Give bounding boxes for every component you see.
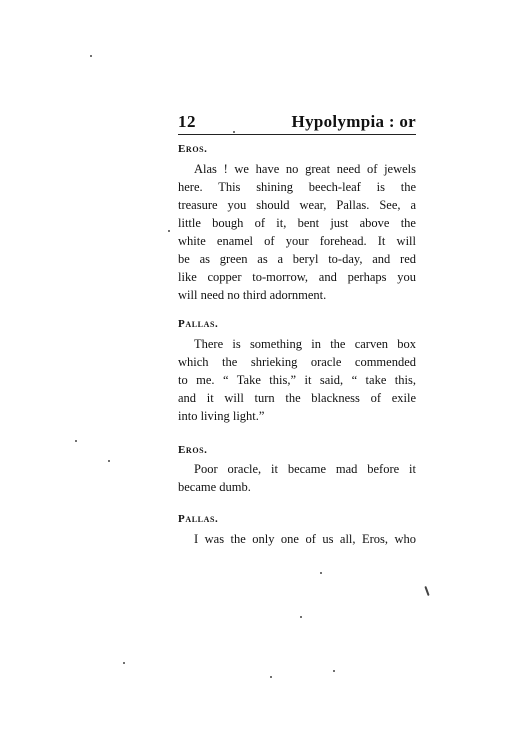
text-line: into living light.” bbox=[178, 409, 265, 423]
scan-speck bbox=[270, 676, 272, 678]
scan-speck bbox=[90, 55, 92, 57]
speaker-label: Eros. bbox=[178, 444, 208, 456]
scan-speck bbox=[320, 572, 322, 574]
text-line: to me. “ Take this,” it said, “ take this, bbox=[178, 373, 416, 387]
speaker-label: Eros. bbox=[178, 143, 208, 155]
page-header bbox=[178, 112, 416, 134]
scan-speck bbox=[75, 440, 77, 442]
text-line: be as green as a beryl to-day, and red bbox=[178, 252, 416, 266]
scan-speck bbox=[300, 616, 302, 618]
text-line: There is something in the carven box bbox=[194, 337, 416, 351]
running-title: Hypolympia : or bbox=[291, 112, 416, 131]
scan-speck bbox=[333, 670, 335, 672]
speech-paragraph bbox=[178, 530, 416, 548]
scan-speck bbox=[168, 230, 170, 232]
text-line: white enamel of your forehead. It will bbox=[178, 234, 416, 248]
text-line: I was the only one of us all, Eros, who bbox=[194, 532, 416, 546]
text-line: treasure you should wear, Pallas. See, a bbox=[178, 198, 416, 212]
text-line: like copper to-morrow, and perhaps you bbox=[178, 270, 416, 284]
scan-speck bbox=[233, 131, 235, 133]
speaker-label: Pallas. bbox=[178, 318, 219, 330]
text-line: became dumb. bbox=[178, 480, 251, 494]
scan-speck bbox=[108, 460, 110, 462]
speaker-label: Pallas. bbox=[178, 513, 219, 525]
text-line: little bough of it, bent just above the bbox=[178, 216, 416, 230]
text-line: Alas ! we have no great need of jewels bbox=[194, 162, 416, 176]
page-number: 12 bbox=[178, 112, 196, 131]
text-line: will need no third adornment. bbox=[178, 288, 327, 302]
scan-mark bbox=[424, 586, 429, 596]
text-line: Poor oracle, it became mad before it bbox=[194, 462, 416, 476]
speech-paragraph bbox=[178, 460, 416, 496]
text-line: which the shrieking oracle commended bbox=[178, 355, 416, 369]
speech-paragraph bbox=[178, 335, 416, 425]
text-line: here. This shining beech-leaf is the bbox=[178, 180, 416, 194]
speech-paragraph bbox=[178, 160, 416, 304]
scan-speck bbox=[123, 662, 125, 664]
header-rule bbox=[178, 134, 416, 135]
text-line: and it will turn the blackness of exile bbox=[178, 391, 416, 405]
